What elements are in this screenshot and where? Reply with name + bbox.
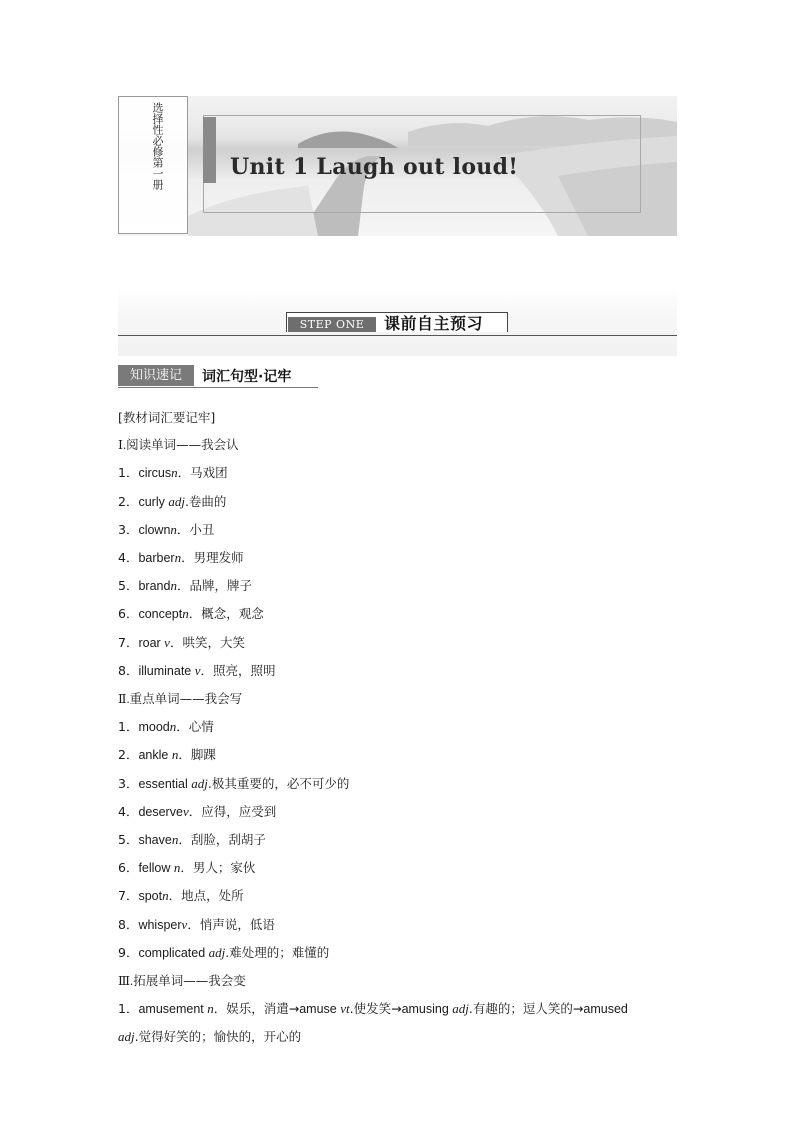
list-item: 1．amusement n．娱乐，消遣→amuse vt.使发笑→amusing adj.有趣的；逗人笑的→amused adj.觉得好笑的；愉快的，开心的 (118, 1001, 628, 1045)
knowledge-header (118, 365, 318, 387)
unit-title: Unit 1 Laugh out loud! (230, 154, 519, 180)
step-one-badge: STEP ONE (288, 317, 376, 332)
vocabulary-content (118, 404, 680, 1051)
title-accent-bar (203, 117, 216, 183)
knowledge-underline (118, 387, 318, 388)
list-item: 8．illuminate v．照亮，照明 (118, 662, 276, 678)
list-item: 2．ankle n．脚踝 (118, 747, 216, 763)
list-item: 6．conceptn．概念，观念 (118, 606, 264, 622)
step-title: 课前自主预习 (384, 314, 484, 333)
list-item: 5．brandn．品牌，牌子 (118, 578, 252, 594)
list-item: 4．deservev．应得，应受到 (118, 803, 277, 819)
list-item: 9．complicated adj.难处理的；难懂的 (118, 944, 330, 960)
group-heading: Ⅱ.重点单词——我会写 (118, 691, 243, 707)
list-item: 6．fellow n．男人；家伙 (118, 860, 256, 876)
knowledge-title: 词汇句型·记牢 (202, 369, 292, 385)
list-item: 7．spotn．地点，处所 (118, 888, 244, 904)
section-title: [教材词汇要记牢] (118, 410, 216, 425)
list-item: 1．moodn．心情 (118, 719, 214, 735)
list-item: 4．barbern．男理发师 (118, 550, 244, 566)
step-divider (118, 335, 677, 336)
group-heading: Ⅰ.阅读单词——我会认 (118, 437, 239, 453)
knowledge-tag: 知识速记 (118, 365, 194, 386)
list-item: 8．whisperv．悄声说，低语 (118, 916, 275, 932)
unit-banner (118, 96, 677, 236)
list-item: 3．clownn．小丑 (118, 521, 215, 537)
volume-label: 选择性必修第一册 (151, 102, 164, 190)
list-item: 7．roar v．哄笑，大笑 (118, 634, 245, 650)
list-item: 3．essential adj.极其重要的，必不可少的 (118, 775, 350, 791)
group-heading: Ⅲ.拓展单词——我会变 (118, 973, 246, 989)
list-item: 2．curly adj.卷曲的 (118, 493, 227, 509)
list-item: 5．shaven．刮脸，刮胡子 (118, 832, 266, 848)
list-item: 1．circusn．马戏团 (118, 465, 228, 481)
step-section-header (118, 288, 677, 356)
